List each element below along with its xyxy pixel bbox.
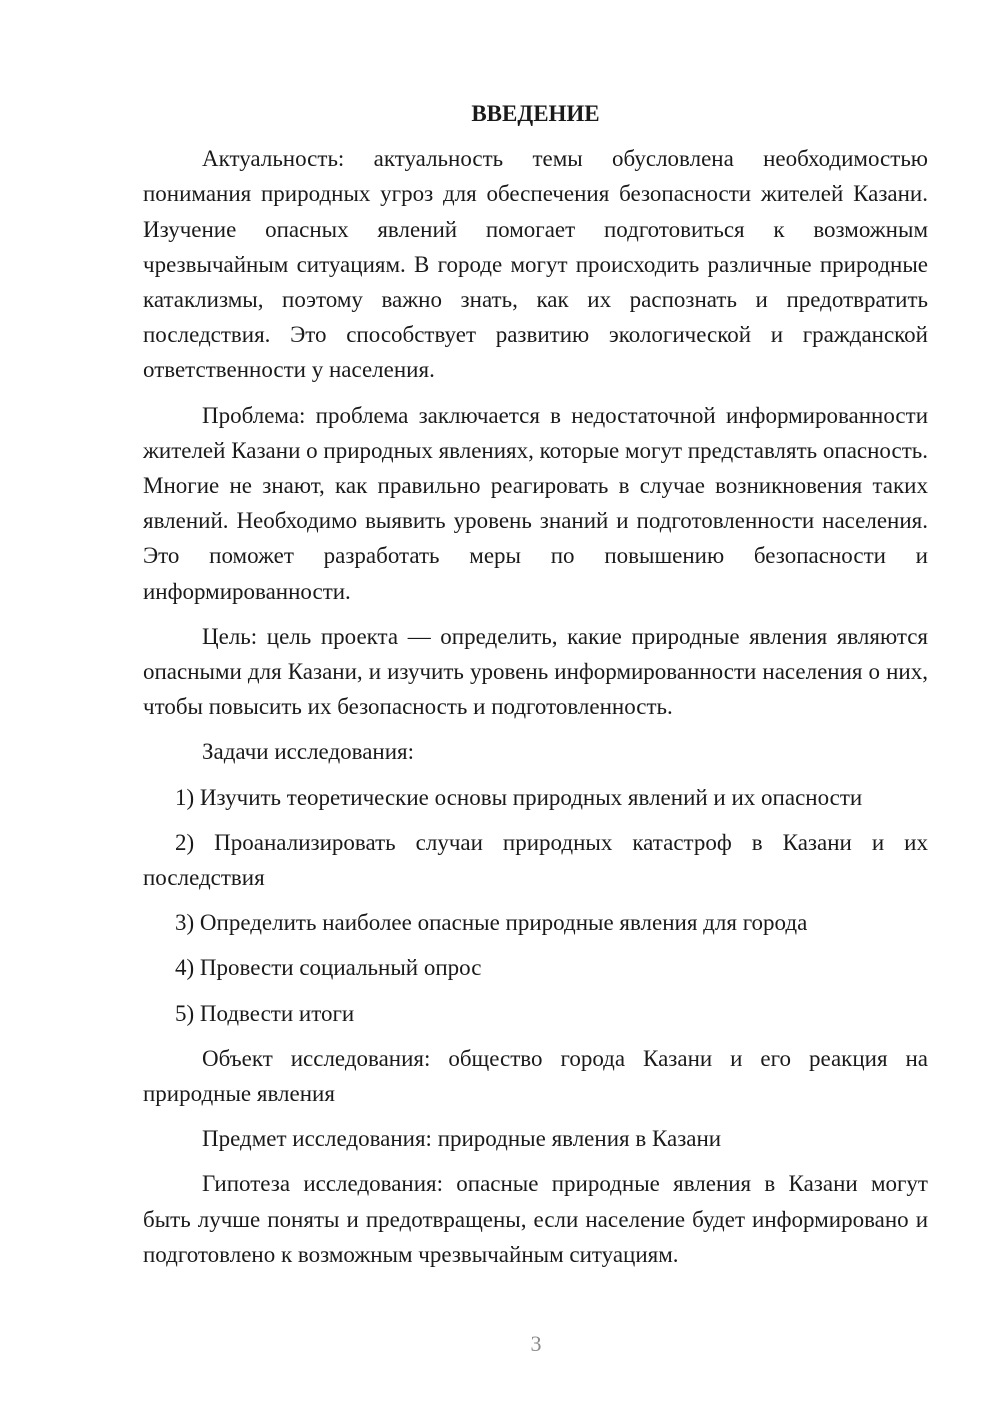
hypothesis-paragraph: Гипотеза исследования: опасные природные явления в Казани могут быть лучше поняты и предотвращены, если население будет информировано и подготовлено к возможным чрезвычайным ситуациям. <box>143 1171 928 1267</box>
tasks-title: Задачи исследования: <box>202 739 415 765</box>
subject-paragraph: Предмет исследования: природные явления в Казани <box>202 1126 722 1152</box>
page-number: 3 <box>530 1331 542 1356</box>
task-item: 5) Подвести итоги <box>175 1000 355 1026</box>
task-item: 3) Определить наиболее опасные природные явления для города <box>175 910 808 936</box>
actuality-paragraph: Актуальность: актуальность темы обусловлена необходимостью понимания природных угроз для обеспечения безопасности жителей Казани. Изучение опасных явлений помогает подготовиться к возможным чрезвычайным ситуациям. В городе могут происходить различные природные катаклизмы, поэтому важно знать, как их распознать и предотвратить последствия. Это способствует развитию экологической и гражданской ответственности у населения. <box>143 146 928 383</box>
object-paragraph: Объект исследования: общество города Казани и его реакция на природные явления <box>143 1045 928 1107</box>
task-item: 2) Проанализировать случаи природных катастроф в Казани и их последствия <box>143 829 928 891</box>
document-page <box>143 96 928 1282</box>
problem-paragraph: Проблема: проблема заключается в недостаточной информированности жителей Казани о природных явлениях, которые могут представлять опасность. Многие не знают, как правильно реагировать в случае возникновения таких явлений. Необходимо выявить уровень знаний и подготовленности населения. Это поможет разработать меры по повышению безопасности и информированности. <box>143 402 928 604</box>
task-item: 1) Изучить теоретические основы природных явлений и их опасности <box>175 784 863 810</box>
section-heading: ВВЕДЕНИЕ <box>471 101 600 126</box>
task-item: 4) Провести социальный опрос <box>175 955 482 981</box>
goal-paragraph: Цель: цель проекта — определить, какие природные явления являются опасными для Казани, и изучить уровень информированности населения о них, чтобы повысить их безопасность и подготовленность. <box>143 623 928 720</box>
